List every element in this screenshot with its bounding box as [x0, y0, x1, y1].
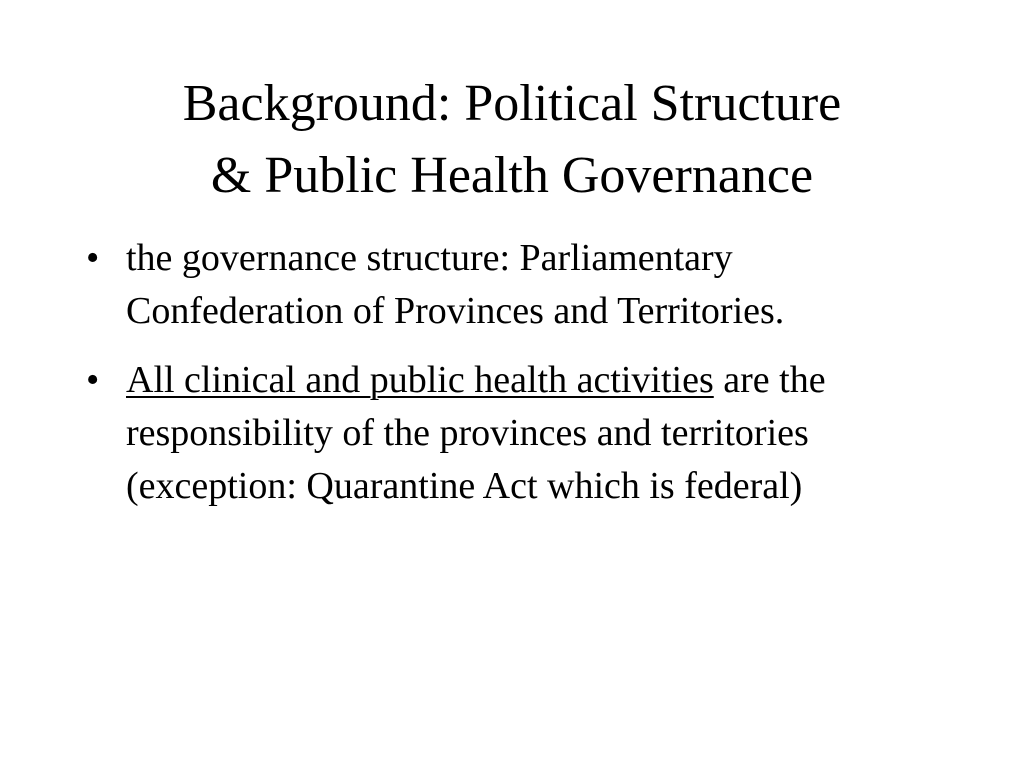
bullet-text: the governance structure: Parliamentary Confederation of Provinces and Territories.	[126, 237, 785, 332]
title-line-2: & Public Health Governance	[210, 147, 814, 204]
bullet-marker: •	[86, 359, 100, 401]
bullet-item-responsibility	[86, 354, 946, 513]
bullet-item-governance	[86, 232, 946, 338]
bullet-text: are the responsibility of the provinces and territories (exception: Quarantine Act which is federal)	[126, 359, 826, 507]
title-line-1: Background: Political Structure	[182, 75, 842, 132]
slide-title	[0, 68, 1024, 212]
bullet-marker: •	[86, 237, 100, 279]
bullet-list	[86, 232, 946, 529]
bullet-underlined-text: All clinical and public health activities	[126, 359, 714, 401]
